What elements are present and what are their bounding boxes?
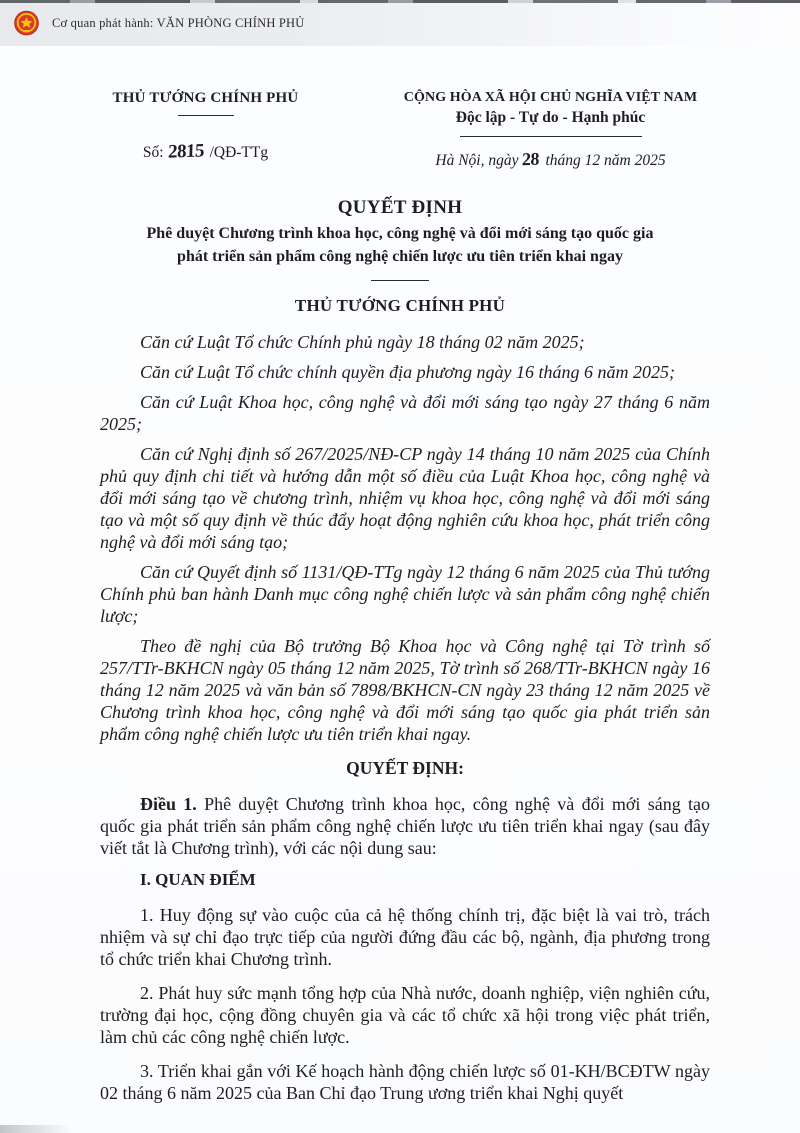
document-number-handwritten: 2815 <box>167 140 204 163</box>
subject-line-2: phát triển sản phẩm công nghệ chiến lược ưu tiên triển khai ngay <box>177 248 623 265</box>
viewpoint-2: 2. Phát huy sức mạnh tổng hợp của Nhà nước, doanh nghiệp, viện nghiên cứu, trường đại học, cộng đồng chuyên gia và các tổ chức xã hội trong việc phát triển, làm chủ các công nghệ chiến lược. <box>100 983 710 1047</box>
article-1 <box>100 793 710 859</box>
motto-underline <box>460 136 642 137</box>
article-1-label: Điều 1. <box>140 794 197 814</box>
document-number <box>88 142 323 162</box>
enacting-heading: QUYẾT ĐỊNH: <box>346 758 464 778</box>
scan-corner-smudge <box>0 1125 90 1133</box>
preamble-citation-3: Căn cứ Luật Khoa học, công nghệ và đổi mới sáng tạo ngày 27 tháng 6 năm 2025; <box>100 392 710 434</box>
viewpoint-3: 3. Triển khai gắn với Kế hoạch hành động chiến lược số 01-KH/BCĐTW ngày 02 tháng 6 năm 2025 của Ban Chỉ đạo Trung ương triển khai Nghị quyết <box>100 1061 710 1103</box>
day-handwritten: 28 <box>522 148 540 170</box>
preamble-citation-5: Căn cứ Quyết định số 1131/QĐ-TTg ngày 12 tháng 6 năm 2025 của Thủ tướng Chính phủ ban hành Danh mục công nghệ chiến lược và sản phẩm công nghệ chiến lược; <box>100 562 710 626</box>
preamble-citation-4: Căn cứ Nghị định số 267/2025/NĐ-CP ngày 14 tháng 10 năm 2025 của Chính phủ quy định chi tiết và hướng dẫn một số điều của Luật Khoa học, công nghệ và đổi mới sáng tạo về chương trình, nhiệm vụ khoa học, công nghệ và đổi mới sáng tạo và một số quy định về thúc đẩy hoạt động nghiên cứu khoa học, phát triển công nghệ và đổi mới sáng tạo; <box>100 444 710 552</box>
issuer-name: THỦ TƯỚNG CHÍNH PHỦ <box>112 90 299 106</box>
document-number-label: Số: <box>142 144 164 161</box>
document-text <box>100 331 710 1104</box>
title-block <box>0 197 800 316</box>
place-date-suffix: tháng 12 năm 2025 <box>545 152 666 169</box>
place-date-prefix: Hà Nội, ngày <box>435 152 519 169</box>
national-motto: Độc lập - Tự do - Hạnh phúc <box>455 109 646 126</box>
national-title: CỘNG HÒA XÃ HỘI CHỦ NGHĨA VIỆT NAM <box>403 90 698 105</box>
issuer-block <box>88 90 323 170</box>
place-and-date <box>393 150 708 170</box>
article-1-text: Phê duyệt Chương trình khoa học, công nghệ và đổi mới sáng tạo quốc gia phát triển sản phẩm công nghệ chiến lược ưu tiên triển khai ngay (sau đây viết tắt là Chương trình), với các nội dung sau: <box>100 794 711 858</box>
scan-top-edge <box>0 0 800 3</box>
viewpoint-1: 1. Huy động sự vào cuộc của cả hệ thống chính trị, đặc biệt là vai trò, trách nhiệm và sự chỉ đạo trực tiếp của người đứng đầu các bộ, ngành, địa phương trong tổ chức triển khai Chương trình. <box>100 905 710 969</box>
national-header-block <box>393 90 708 170</box>
preamble-citation-1: Căn cứ Luật Tổ chức Chính phủ ngày 18 tháng 02 năm 2025; <box>140 332 585 352</box>
preamble <box>100 331 710 745</box>
vietnam-national-emblem-icon <box>11 8 42 39</box>
issuer-underline <box>178 115 234 116</box>
preamble-citation-2: Căn cứ Luật Tổ chức chính quyền địa phương ngày 16 tháng 6 năm 2025; <box>140 362 676 382</box>
title-underline <box>371 280 429 281</box>
document-number-suffix: /QĐ-TTg <box>209 144 269 161</box>
authority-heading: THỦ TƯỚNG CHÍNH PHỦ <box>294 296 506 315</box>
section-heading-viewpoints: I. QUAN ĐIỂM <box>140 870 256 889</box>
issuing-agency-label: Cơ quan phát hành: VĂN PHÒNG CHÍNH PHỦ <box>52 15 305 30</box>
subject-line-1: Phê duyệt Chương trình khoa học, công nghệ và đổi mới sáng tạo quốc gia <box>146 225 654 242</box>
preamble-proposal: Theo đề nghị của Bộ trưởng Bộ Khoa học và Công nghệ tại Tờ trình số 257/TTr-BKHCN ngày 05 tháng 12 năm 2025, Tờ trình số 268/TTr-BKHCN ngày 16 tháng 12 năm 2025 và văn bản số 7898/BKHCN-CN ngày 23 tháng 12 năm 2025 về Chương trình khoa học, công nghệ và đổi mới sáng tạo quốc gia phát triển sản phẩm công nghệ chiến lược ưu tiên triển khai ngay. <box>100 636 710 744</box>
letterhead <box>88 90 708 170</box>
scan-header-bar <box>0 0 800 46</box>
document-type-heading: QUYẾT ĐỊNH <box>337 197 463 218</box>
